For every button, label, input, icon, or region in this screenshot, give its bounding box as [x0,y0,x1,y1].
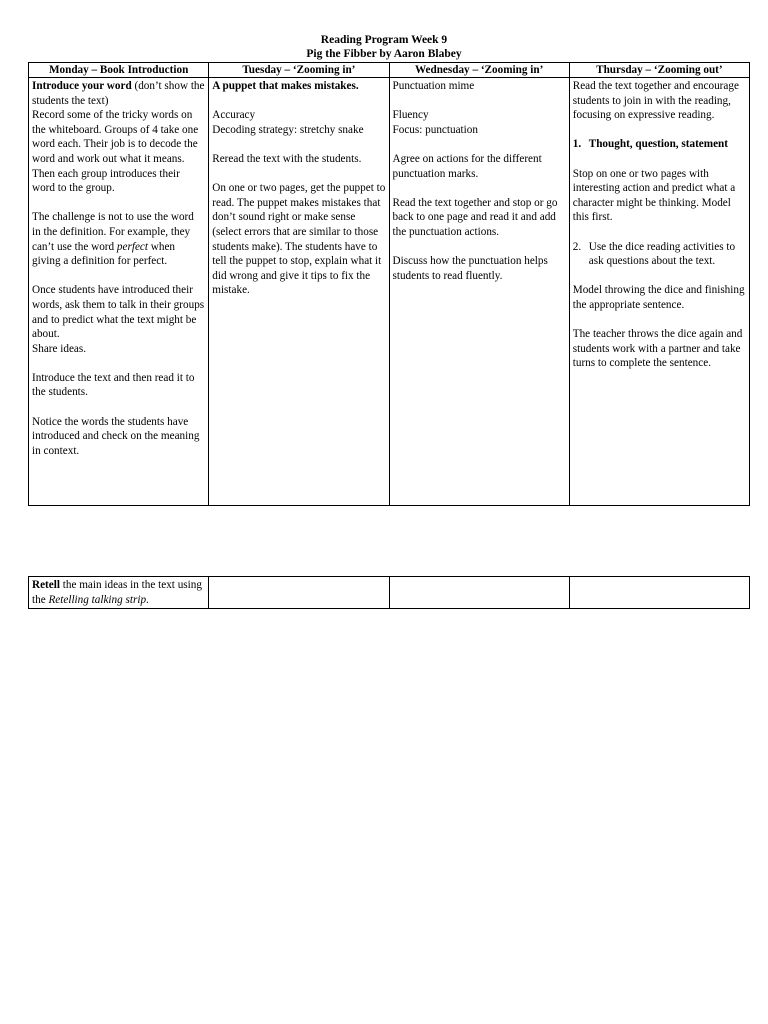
monday-heading-note: (don’t show the students the text) [32,80,205,107]
retell-tuesday-cell [209,577,389,609]
page-title: Reading Program Week 9 [320,34,448,46]
wednesday-line-3: Focus: punctuation [392,123,478,136]
retell-strip-name: Retelling talking strip [48,593,147,606]
thursday-item-2 [573,240,746,269]
column-header-thursday: Thursday – ‘Zooming out’ [569,63,749,78]
monday-cell [29,78,209,506]
thursday-cell [569,78,749,506]
thursday-paragraph-1: Read the text together and encourage students to join in with the reading, focusing on expressive reading. [572,80,739,122]
wednesday-paragraph-2: Read the text together and stop or go back to one page and read it and add the punctuation actions. [392,196,558,238]
tuesday-line-1: Accuracy [212,109,256,122]
retell-text: the main ideas in the text using the [32,579,202,606]
retell-cell [29,577,209,609]
column-header-wednesday: Wednesday – ‘Zooming in’ [389,63,569,78]
thursday-paragraph-2: Stop on one or two pages with interesting action and predict what a character might be thinking. Model this first. [572,167,736,224]
tuesday-paragraph-1: Reread the text with the students. [212,152,362,165]
monday-intro [32,79,205,108]
wednesday-line-2: Fluency [392,109,429,122]
wednesday-paragraph-1: Agree on actions for the different punctuation marks. [392,152,542,180]
monday-p2-emphasis: perfect [116,240,148,253]
table-header-row [29,63,750,78]
thursday-item-2-text: Use the dice reading activities to ask questions about the text. [588,240,736,268]
column-header-tuesday: Tuesday – ‘Zooming in’ [209,63,389,78]
thursday-item-2-number: 2. [572,240,582,253]
tuesday-line-2: Decoding strategy: stretchy snake [212,123,364,136]
wednesday-line-1: Punctuation mime [392,80,475,92]
wednesday-cell [389,78,569,506]
page-subtitle: Pig the Fibber by Aaron Blabey [306,48,462,60]
thursday-item-1-text: Thought, question, statement [588,138,728,151]
table-row [29,78,750,506]
column-header-monday: Monday – Book Introduction [29,63,209,78]
thursday-item-1-number: 1. [572,138,582,151]
thursday-paragraph-4: The teacher throws the dice again and students work with a partner and take turns to complete the sentence. [572,328,743,370]
retell-end: . [146,593,149,606]
monday-paragraph-5: Notice the words the students have introduced and check on the meaning in context. [32,415,200,457]
monday-paragraph-2 [32,210,205,268]
monday-heading: Introduce your word [32,80,132,92]
retell-wednesday-cell [389,577,569,609]
table-row [29,577,750,609]
retell-label: Retell [32,579,60,591]
tuesday-paragraph-2: On one or two pages, get the puppet to read. The puppet makes mistakes that don’t sound right or make sense (select errors that are similar to those students make). The students have to tell the puppet to stop, explain what it did wrong and give it tips to fix the mistake. [212,182,386,297]
monday-p2-text-a: The challenge is not to use the word in the definition. For example, they can’t use the word [32,211,194,253]
thursday-item-1 [573,137,746,152]
monday-paragraph-4: Introduce the text and then read it to the students. [32,371,195,399]
wednesday-paragraph-3: Discuss how the punctuation helps students to read fluently. [392,255,548,282]
tuesday-heading: A puppet that makes mistakes. [212,80,359,92]
monday-share-ideas: Share ideas. [32,342,87,355]
thursday-paragraph-3: Model throwing the dice and finishing the appropriate sentence. [572,284,745,311]
retell-table [28,576,750,609]
weekly-plan-table [28,62,750,506]
monday-paragraph-1: Record some of the tricky words on the whiteboard. Groups of 4 take one word each. Their job is to decode the word and work out what it means. Then each group introduces their word to the group. [32,109,199,195]
tuesday-cell [209,78,389,506]
monday-paragraph-3: Once students have introduced their words, ask them to talk in their groups and to predict what the text might be about. [32,284,205,341]
retell-thursday-cell [569,577,749,609]
monday-p2-text-b: when giving a definition for perfect. [32,240,176,268]
